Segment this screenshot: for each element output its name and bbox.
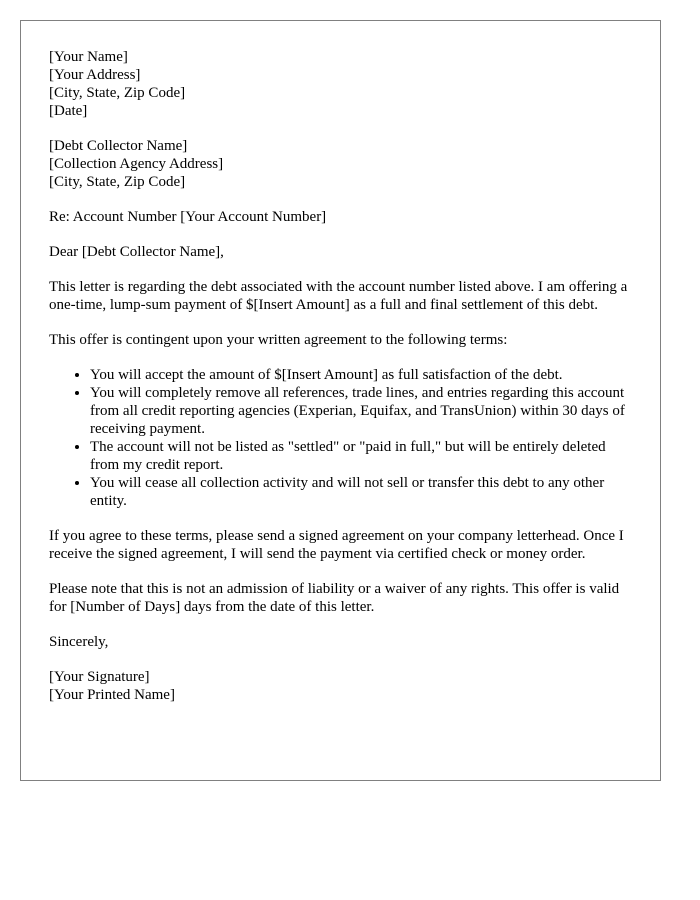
sender-name: [Your Name] — [49, 49, 128, 65]
terms-intro: This offer is contingent upon your written agreement to the following terms: — [49, 332, 508, 348]
sender-block — [49, 48, 632, 120]
disclaimer-paragraph: Please note that this is not an admission of liability or a waiver of any rights. This offer is valid for [Number of Days] days from the date of this letter. — [49, 581, 620, 615]
printed-name: [Your Printed Name] — [49, 687, 175, 703]
signature-block — [49, 668, 632, 704]
sender-city: [City, State, Zip Code] — [49, 85, 186, 101]
letter-date: [Date] — [49, 103, 88, 119]
term-item: • The account will not be listed as "settled" or "paid in full," but will be entirely deleted from my credit report. — [90, 438, 632, 474]
recipient-city: [City, State, Zip Code] — [49, 174, 186, 190]
intro-paragraph: This letter is regarding the debt associated with the account number listed above. I am offering a one-time, lump-sum payment of $[Insert Amount] as a full and final settlement of this debt. — [49, 279, 628, 313]
term-item: • You will accept the amount of $[Insert Amount] as full satisfaction of the debt. — [90, 366, 632, 384]
re-line: Re: Account Number [Your Account Number] — [49, 209, 327, 225]
salutation: Dear [Debt Collector Name], — [49, 244, 224, 260]
signature: [Your Signature] — [49, 669, 150, 685]
letter — [20, 20, 661, 781]
sender-address: [Your Address] — [49, 67, 141, 83]
recipient-name: [Debt Collector Name] — [49, 138, 188, 154]
term-item: • You will completely remove all references, trade lines, and entries regarding this account from all credit reporting agencies (Experian, Equifax, and TransUnion) within 30 days of receiving payment. — [90, 384, 632, 438]
recipient-block — [49, 137, 632, 191]
closing: Sincerely, — [49, 634, 109, 650]
terms-list — [49, 366, 632, 510]
term-item: • You will cease all collection activity and will not sell or transfer this debt to any other entity. — [90, 474, 632, 510]
recipient-address: [Collection Agency Address] — [49, 156, 224, 172]
agreement-paragraph: If you agree to these terms, please send a signed agreement on your company letterhead. Once I receive the signed agreement, I will send the payment via certified check or money order. — [49, 528, 624, 562]
